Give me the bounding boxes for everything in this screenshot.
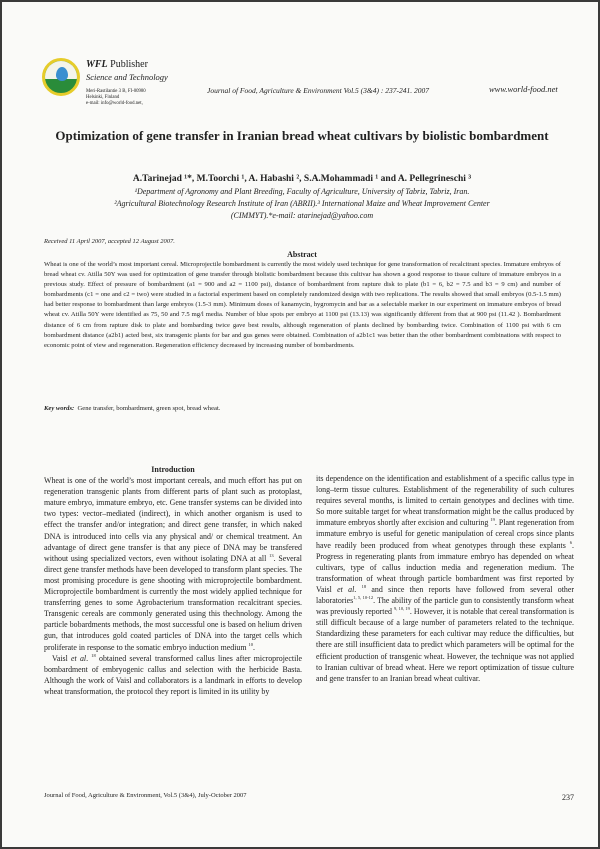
page-number: 237 xyxy=(562,793,574,802)
received-date: Received 11 April 2007, accepted 12 August 2007. xyxy=(44,238,175,245)
keywords-list: Gene transfer, bombardment, green spot, bread wheat. xyxy=(77,405,221,412)
journal-citation-header: Journal of Food, Agriculture & Environment Vol.5 (3&4) : 237-241. 2007 xyxy=(207,86,429,95)
paragraph: Wheat is one of the world’s most important cereals, and much effort has put on regeneration transgenic plants from different parts of plant such as protoplast, mature embryo, immature embryo, etc. Gene transfer systems can be divided into two types: vector–mediated (indirect), in which another organism is used to effect the transfer and/or integration; and direct gene transfer, in which naked DNA is introduced into cells via any physical and/ or chemical treatment. An advantage of direct gene transfer is that any piece of DNA may be transfered without using specialized vectors, even without isolating DNA at all $^{13}$. Several direct gene transfer methods have been developed to transform plant species. The most promising procedure is gene shooting with microprojectile bombardment. Microprojectile bombardment is currently the most widely applied technique for transferring genes to some Agrobacterium transformation recalcitrant species. Transgenic cereals are commonly generated using this thechnology. Among the particle bobardments methods, the most successful one is based on helium driven gun, that introduces gold coated particles of DNA into the target cells which proliferate in response to the somatic embryo induction medium $^{10}$. xyxy=(44,476,302,652)
water-drop-icon xyxy=(56,67,68,81)
keywords xyxy=(44,405,220,412)
introduction-heading: Introduction xyxy=(151,465,195,474)
abstract-heading: Abstract xyxy=(287,250,317,259)
keywords-label: Key words: xyxy=(44,405,75,412)
publisher-name: WFL Publisher xyxy=(86,59,148,70)
publisher-address: Meri-Rastilantie 3 B, FI-00980 Helsinki, Finland e-mail: info@world-food.net, xyxy=(86,89,146,107)
paragraph: Vaisl et al. $^{18}$ obtained several transformed callus lines after microprojectile bombardment of embryogenic callus and selection with the herbicide Basta. Although the work of Vaisl and collaborators is a landmark in efforts to develop wheat transformation, the protocol they report is limited in its utility by xyxy=(44,652,302,696)
paragraph: its dependence on the identification and establishment of a specific callus type in long–term tissue cultures. Establishment of the regenerability of such cultures requires several months, is limited to certain genotypes and declines with time. So more suitable target for wheat transformation might be the callus produced by immature embryos shortly after excision and culturing $^{19}$. Plant regeneration from immature embryo is useful for genetic manipulation of cereal crops since plants have readily been produced from wheat genotypes through these explants $^6$. Progress in regenerating plants from immature embryo has depended on wheat cultivars, type of callus induction media and regeneration medium. The transformation of wheat through particle bombardment was first reported by Vaisl et al. $^{18}$ and since then reports have followed from several other laboratories$^{1, 5, 10-12}$. The ability of the particle gun to consistently transform wheat was previously reported $^{9, 10, 19}$. However, it is notable that cereal transformation is still difficult because of a large number of parameters related to the technique. Standardizing these parameters for each cultivar may reduce the difficulties, but there are still insufficient data to predict which parameters will be optimal for the efficient production of transgenic wheat. However, the technique was not applied to Iranian cultivar of bread wheat. Here we report optimization of tissue culture and gene transfer to an Iranian bread wheat cultivar. xyxy=(316,474,575,683)
author-affiliations: ¹Department of Agronomy and Plant Breeding, Faculty of Agriculture, University of Tabriz, Tabriz, Iran. ²Agricultural Biotechnology Research Institute of Iran (ABRII).³ International Maize and Wheat Improvement Center (CIMMYT).*e-mail: atarinejad@yahoo.com xyxy=(114,187,490,220)
document-page xyxy=(2,2,598,847)
journal-website: www.world-food.net xyxy=(489,84,558,94)
abstract-text: Wheat is one of the world’s most important cereal. Microprojectile bombardment is currently the most widely used technique for gene transformation of recalcitrant species. Immature embryos of bread wheat cv. Atilla 50Y was used for optimization of gene transfer through biolistic bombardment because this cultivar has shown a good response to tissue culture of immature embryos in a previous study. Effect of pressure of bombardment (a1 = 900 and a2 = 1100 psi), distance of bombardment from rapture disk to plate (b1 = 6, b2 = 7.5 and b3 = 9 cm) and number of bombardments (c1 = one and c2 = two) were studied in a factorial experiment based on completely randomized design with two replications. The results showed that small embryos (0.5-1.5 mm) had better response to bombardment than large embryos (1.5-3 mm). Minimum doses of kanamycin, hygromycin and bar as a selectable marker in our experiment on immature embryos of bread wheat cv. Atilla 50Y were identified as 75, 50 and 7.5 mg/l media. Number of blue spots per embryo at 1100 psi (13.13) was significantly different from that at 900 psi (11.42 ). Bombardment distance of 6 cm from rapture disk to plate and bombarding twice gave best results, although regeneration of plants declined by bombarding twice. Combination of 1100 psi with 6 cm bombardment distance (a2b1) acted best, six transgenic plants for bar and gus genes were obtained. Combination of a2b1c1 was better than the other bombardment combinations with respect to economic point of view and regeneration. Regeneration efficiency decreased by increasing number of bombardments. xyxy=(44,261,561,349)
body-column-right xyxy=(316,473,574,684)
article-authors: A.Tarinejad ¹*, M.Toorchi ¹, A. Habashi ², S.A.Mohammadi ¹ and A. Pellegrineschi ³ xyxy=(132,174,472,184)
body-column-left xyxy=(44,464,302,697)
publisher-subtitle: Science and Technology xyxy=(86,72,168,82)
footer-citation: Journal of Food, Agriculture & Environment, Vol.5 (3&4), July-October 2007 xyxy=(44,792,247,799)
wfl-publisher-logo-icon xyxy=(42,58,80,96)
article-title: Optimization of gene transfer in Iranian bread wheat cultivars by biolistic bombardment xyxy=(55,128,549,143)
